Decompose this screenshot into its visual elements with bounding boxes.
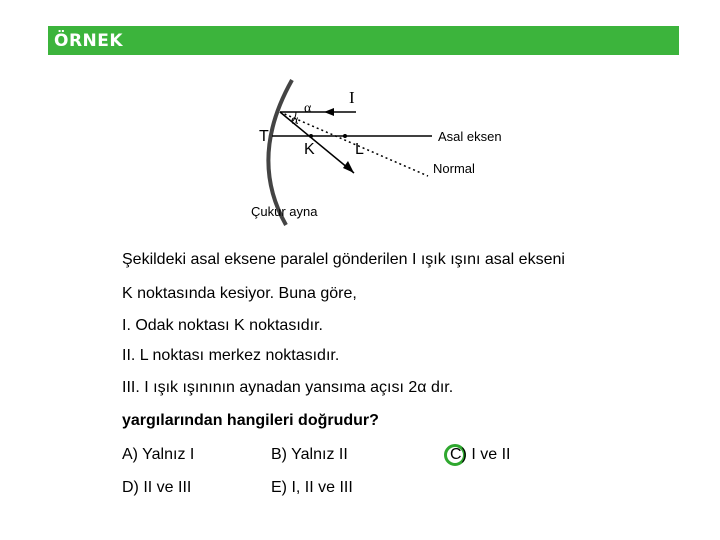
option-D[interactable]: D) II ve III — [122, 479, 192, 496]
option-C[interactable]: C) I ve II — [450, 446, 511, 463]
normal-line — [280, 112, 428, 176]
ray-label-I: I — [349, 88, 355, 107]
point-K-label: K — [304, 141, 315, 158]
option-A[interactable]: A) Yalnız I — [122, 446, 195, 463]
principal-axis-label: Asal eksen — [438, 129, 502, 144]
point-K — [309, 134, 313, 138]
question-line-1: Şekildeki asal eksene paralel gönderilen I ışık ışını asal ekseni — [122, 251, 565, 268]
point-L — [343, 134, 347, 138]
reflected-arrow — [343, 161, 354, 173]
mirror-label: Çukur ayna — [251, 204, 318, 219]
normal-label: Normal — [433, 161, 475, 176]
point-T-label: T — [259, 128, 269, 145]
point-L-label: L — [355, 141, 364, 158]
option-B[interactable]: B) Yalnız II — [271, 446, 348, 463]
question-prompt: yargılarından hangileri doğrudur? — [122, 412, 379, 429]
option-E[interactable]: E) I, II ve III — [271, 479, 353, 496]
header-title: ÖRNEK — [54, 31, 124, 51]
alpha-top-label: α — [304, 101, 312, 116]
statement-II: II. L noktası merkez noktasıdır. — [122, 347, 340, 364]
question-line-2: K noktasında kesiyor. Buna göre, — [122, 285, 357, 302]
alpha-bottom-label: α — [291, 113, 299, 128]
statement-I: I. Odak noktası K noktasıdır. — [122, 317, 323, 334]
incident-arrow — [324, 108, 334, 116]
statement-III: III. I ışık ışınının aynadan yansıma açısı 2α dır. — [122, 379, 454, 396]
